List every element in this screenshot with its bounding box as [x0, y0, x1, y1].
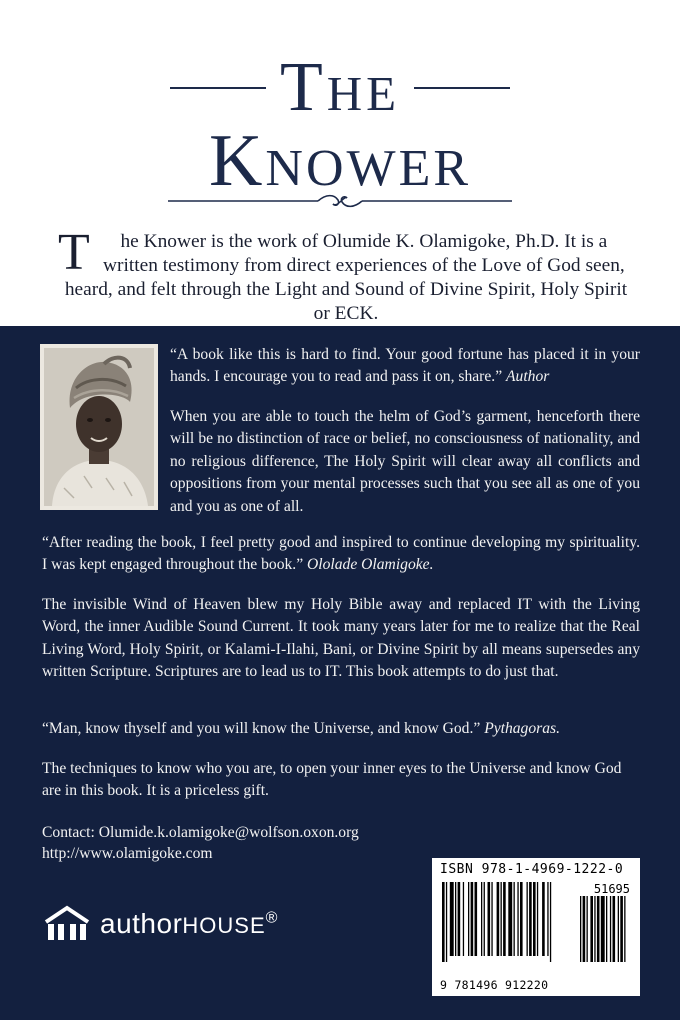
- barcode-addon-bar: [610, 896, 611, 962]
- isbn-digits: 9 781496 912220: [440, 978, 549, 992]
- quote-author: [170, 344, 640, 389]
- barcode-addon-bar: [580, 896, 581, 962]
- barcode-bar: [442, 882, 445, 962]
- barcode-bar: [542, 882, 545, 956]
- barcode-bar: [547, 882, 548, 956]
- barcode-addon-bar: [587, 896, 588, 962]
- paragraph-helm: When you are able to touch the helm of God’s garment, henceforth there will be no distinction of race or belief, no consciousness of nationality, and no religious difference, The Holy Spirit will clear away all conflicts and oppositions from your mental processes such that you see all as one of you and you as one of all.: [170, 408, 640, 515]
- barcode-bar: [550, 882, 551, 962]
- barcode-addon-bar: [620, 896, 623, 962]
- barcode-addon-bar: [618, 896, 619, 962]
- barcode-addon-bar: [583, 896, 586, 962]
- author-photo-frame: [40, 344, 158, 510]
- intro-paragraph: [58, 224, 634, 326]
- barcode-bar: [450, 882, 454, 956]
- isbn-barcode: [432, 858, 640, 996]
- quote-author-text: “A book like this is hard to find. Your good fortune has placed it in your hands. I encourage you to read and pass it on, share.”: [170, 346, 640, 386]
- quote-author-attribution: Author: [506, 368, 550, 386]
- barcode-bar: [446, 882, 447, 962]
- contact-email[interactable]: Contact: Olumide.k.olamigoke@wolfson.oxon.org: [42, 824, 359, 841]
- barcode-bar: [520, 882, 523, 956]
- barcode-bar: [468, 882, 469, 956]
- publisher-name-part1: author: [100, 908, 183, 939]
- contact-block: [42, 822, 422, 864]
- quote-ololade-attribution: Ololade Olamigoke.: [307, 556, 434, 574]
- barcode-bar: [481, 882, 482, 956]
- author-photo: [44, 348, 154, 506]
- title-line-1: [0, 49, 680, 126]
- barcode-bar: [484, 882, 485, 956]
- publisher-registered-mark: ®: [265, 909, 278, 927]
- barcode-bar: [503, 882, 506, 956]
- barcode-addon-bar: [606, 896, 607, 962]
- publisher-logo: [42, 901, 302, 947]
- barcode-addon-bar: [590, 896, 593, 962]
- barcode-bar: [491, 882, 492, 956]
- barcode-bar: [501, 882, 502, 956]
- title-knower: Knower: [208, 120, 472, 202]
- barcode-bar: [488, 882, 491, 956]
- back-cover-panel: [0, 326, 680, 1020]
- barcode-addon-bar: [594, 896, 595, 962]
- barcode-bar: [527, 882, 528, 956]
- top-section: [0, 0, 680, 326]
- quote-pythagoras-attribution: Pythagoras.: [484, 720, 560, 737]
- author-portrait-icon: [44, 348, 154, 506]
- quote-ololade: [42, 532, 640, 577]
- barcode-bar: [497, 882, 500, 956]
- isbn-label: ISBN 978-1-4969-1222-0: [440, 862, 624, 877]
- barcode-bar: [508, 882, 512, 956]
- quote-pythagoras-text: “Man, know thyself and you will know the Universe, and know God.”: [42, 720, 485, 737]
- price-code: 51695: [593, 882, 630, 896]
- barcode-bar: [471, 882, 474, 956]
- barcode-addon-bar: [613, 896, 616, 962]
- contact-url[interactable]: http://www.olamigoke.com: [42, 845, 213, 862]
- paragraph-living-word: The invisible Wind of Heaven blew my Holy Bible away and replaced IT with the Living Word, the inner Audible Sound Current. It took many years later for me to realize that the Real Living Word, Holy Spirit, or Kalami-I-Ilahi, Bani, or Divine Spirit by all means supersedes any written Scripture. Scriptures are to lead us to IT. This book attempts to do just that.: [42, 596, 640, 681]
- title-ornament-icon: [168, 192, 512, 210]
- title-the: The: [279, 49, 401, 126]
- quote-ololade-text: “After reading the book, I feel pretty good and inspired to continue developing my spirituality. I was kept engaged throughout the book.”: [42, 534, 640, 574]
- barcode-bar: [537, 882, 538, 956]
- barcode-addon-bar: [601, 896, 605, 962]
- barcode-bar: [455, 882, 456, 956]
- barcode-addon-bar: [597, 896, 600, 962]
- publisher-name-part2: HOUSE: [182, 913, 266, 938]
- barcode-bar: [514, 882, 515, 956]
- barcode-addon-bar: [624, 896, 625, 962]
- title-rule-right: [414, 87, 510, 89]
- barcode-bar: [529, 882, 532, 956]
- paragraph-techniques: The techniques to know who you are, to open your inner eyes to the Universe and know God are in this book. It is a priceless gift.: [42, 760, 622, 800]
- authorhouse-logo-icon: [42, 904, 92, 944]
- publisher-name: [100, 908, 278, 940]
- intro-text: he Knower is the work of Olumide K. Olamigoke, Ph.D. It is a written testimony from direct experiences of the Love of God seen, heard, and felt through the Light and Sound of Divine Spirit, Holy Spirit or ECK.: [64, 231, 628, 324]
- intro-dropcap: T: [58, 224, 90, 281]
- title-rule-left: [170, 87, 266, 89]
- quote-pythagoras: [42, 718, 640, 740]
- barcode-bar: [463, 882, 464, 956]
- barcode-bar: [475, 882, 478, 956]
- barcode-bar: [533, 882, 536, 956]
- barcode-bars-icon: [440, 882, 630, 976]
- barcode-bar: [458, 882, 461, 956]
- barcode-bar: [517, 882, 518, 956]
